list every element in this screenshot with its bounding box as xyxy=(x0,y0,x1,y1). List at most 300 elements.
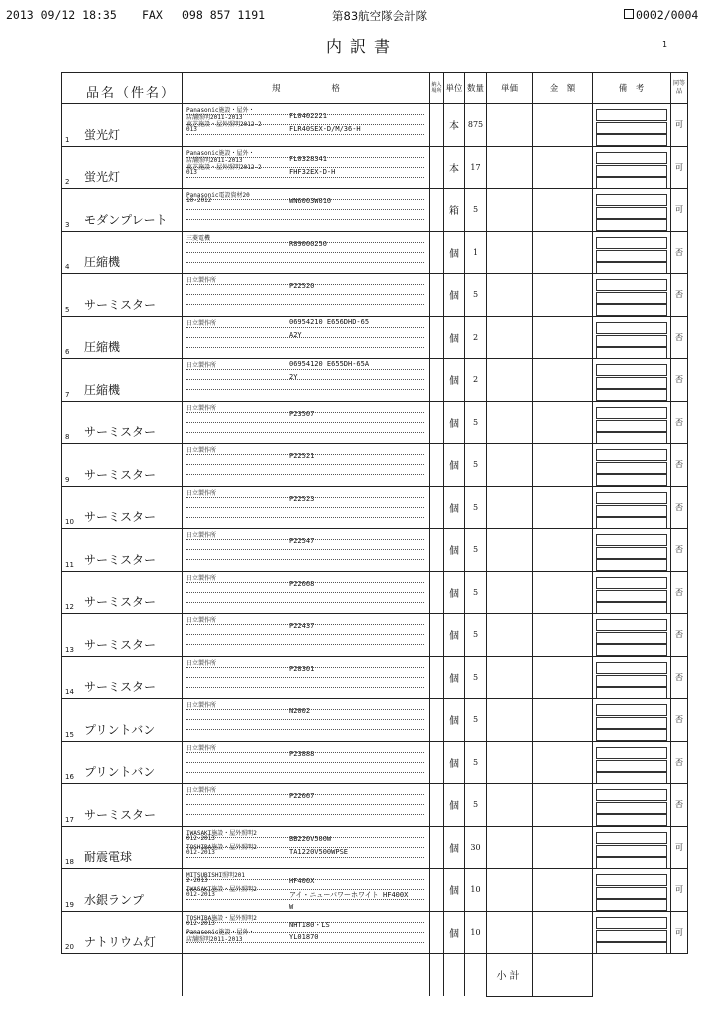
remarks-box xyxy=(596,109,667,121)
equivalent-cell: 否 xyxy=(671,614,688,657)
spec-model-line: WN6003W010 xyxy=(289,197,332,205)
unit-price-cell xyxy=(487,146,533,189)
remarks-box xyxy=(596,165,667,177)
table-row xyxy=(62,784,688,827)
remarks-box xyxy=(596,632,667,644)
spec-rule xyxy=(186,814,424,815)
unit-cell: 個 xyxy=(444,826,465,869)
nonyu-cell xyxy=(430,869,444,912)
remarks-cell xyxy=(593,231,671,274)
nonyu-cell xyxy=(430,656,444,699)
item-name: ナトリウム灯 xyxy=(84,935,156,949)
unit-cell: 個 xyxy=(444,614,465,657)
col-nonyu: 納入場所 xyxy=(430,73,444,104)
remarks-box xyxy=(596,887,667,899)
item-name: 蛍光灯 xyxy=(84,170,121,184)
nonyu-cell xyxy=(430,316,444,359)
nonyu-cell xyxy=(430,231,444,274)
item-name-cell xyxy=(62,741,183,784)
spec-model-line: NHT180・LS xyxy=(289,920,330,929)
unit-price-cell xyxy=(487,486,533,529)
spec-maker-line: 日立製作所 xyxy=(186,702,217,709)
remarks-cell xyxy=(593,104,671,147)
nonyu-cell xyxy=(430,699,444,742)
spec-maker-line: IWASAKI施設・屋外照明2 xyxy=(186,829,257,837)
remarks-box xyxy=(596,122,667,134)
spec-cell xyxy=(183,146,430,189)
spec-rule xyxy=(186,389,424,390)
spec-model-line: BB220V500W xyxy=(289,834,332,843)
nonyu-cell xyxy=(430,146,444,189)
unit-cell: 個 xyxy=(444,784,465,827)
nonyu-cell xyxy=(430,274,444,317)
table-row xyxy=(62,869,688,912)
spec-model-line: 2Y xyxy=(289,373,298,381)
nonyu-cell xyxy=(430,614,444,657)
quantity-cell: 875 xyxy=(465,104,487,147)
quantity-cell: 5 xyxy=(465,444,487,487)
remarks-box xyxy=(596,942,667,954)
item-name-cell xyxy=(62,104,183,147)
remarks-box xyxy=(596,517,667,529)
item-name-cell xyxy=(62,359,183,402)
spec-model-line: P28301 xyxy=(289,664,315,673)
spec-model-line: P22547 xyxy=(289,537,315,545)
table-row xyxy=(62,529,688,572)
equivalent-cell: 否 xyxy=(671,656,688,699)
spec-maker-line: 013 xyxy=(186,168,197,176)
col-doukaku: 同等品 xyxy=(671,73,688,104)
amount-cell xyxy=(533,146,593,189)
breakdown-table xyxy=(61,72,688,997)
spec-maker-line: 013 xyxy=(186,126,197,133)
nonyu-cell xyxy=(430,359,444,402)
spec-model-line: 06954120 E655DH-65A xyxy=(289,360,370,368)
table-row xyxy=(62,104,688,147)
nonyu-cell xyxy=(430,189,444,232)
table-row xyxy=(62,359,688,402)
remarks-box xyxy=(596,335,667,347)
spec-cell xyxy=(183,444,430,487)
item-name-cell xyxy=(62,784,183,827)
spec-rule xyxy=(186,772,424,773)
table-row xyxy=(62,444,688,487)
table-row xyxy=(62,146,688,189)
remarks-cell xyxy=(593,274,671,317)
table-row xyxy=(62,614,688,657)
remarks-box xyxy=(596,704,667,716)
amount-cell xyxy=(533,869,593,912)
remarks-cell xyxy=(593,784,671,827)
remarks-cell xyxy=(593,911,671,954)
unit-cell: 個 xyxy=(444,869,465,912)
remarks-box xyxy=(596,717,667,729)
item-name: プリントバン xyxy=(84,765,156,779)
table-row xyxy=(62,231,688,274)
remarks-box xyxy=(596,644,667,656)
unit-price-cell xyxy=(487,529,533,572)
spec-cell xyxy=(183,189,430,232)
unit-cell: 個 xyxy=(444,911,465,954)
spec-maker-line: 三菱電機 xyxy=(186,234,211,242)
remarks-box xyxy=(596,547,667,559)
quantity-cell: 5 xyxy=(465,529,487,572)
amount-cell xyxy=(533,741,593,784)
item-name-cell xyxy=(62,826,183,869)
spec-maker-line: 012-2013 xyxy=(186,891,215,898)
table-row xyxy=(62,189,688,232)
spec-maker-line: TOSHIBA施設・屋外照明2 xyxy=(186,843,257,851)
remarks-box xyxy=(596,462,667,474)
row-number: 11 xyxy=(65,560,74,569)
unit-price-cell xyxy=(487,359,533,402)
unit-price-cell xyxy=(487,826,533,869)
equivalent-cell: 可 xyxy=(671,911,688,954)
col-unit: 単位 xyxy=(444,73,465,104)
fax-number: 098 857 1191 xyxy=(182,8,266,22)
fax-header xyxy=(6,8,718,24)
table-row xyxy=(62,656,688,699)
item-name-cell xyxy=(62,231,183,274)
table-row xyxy=(62,741,688,784)
spec-maker-line: 日立製作所 xyxy=(186,362,217,369)
spec-maker-line: 日立製作所 xyxy=(186,277,217,284)
row-number: 16 xyxy=(65,773,74,781)
spec-maker-line: 店舗照明2011-2013 xyxy=(186,156,243,164)
remarks-box xyxy=(596,449,667,461)
amount-cell xyxy=(533,529,593,572)
spec-rule xyxy=(186,559,424,560)
equivalent-cell: 否 xyxy=(671,741,688,784)
row-number: 9 xyxy=(65,475,70,484)
spec-rule xyxy=(186,592,424,593)
quantity-cell: 10 xyxy=(465,911,487,954)
equivalent-cell: 否 xyxy=(671,274,688,317)
spec-model-line: P22520 xyxy=(289,282,315,290)
nonyu-cell xyxy=(430,571,444,614)
remarks-cell xyxy=(593,529,671,572)
remarks-box xyxy=(596,619,667,631)
item-name: 圧縮機 xyxy=(84,382,121,397)
spec-model-line: P22437 xyxy=(289,622,315,630)
unit-cell: 個 xyxy=(444,529,465,572)
spec-cell xyxy=(183,486,430,529)
spec-model-line: YL01870 xyxy=(289,932,319,941)
amount-cell xyxy=(533,316,593,359)
spec-cell xyxy=(183,784,430,827)
spec-rule xyxy=(186,719,424,720)
spec-cell xyxy=(183,826,430,869)
spec-maker-line: 東芝施設・屋外照明2012-2 xyxy=(186,121,262,128)
spec-rule xyxy=(186,507,424,508)
unit-price-cell xyxy=(487,104,533,147)
remarks-cell xyxy=(593,699,671,742)
spec-maker-line: Panasonic施設・屋外・ xyxy=(186,149,255,157)
remarks-box xyxy=(596,687,667,699)
spec-model-line: TA1220V500WPSE xyxy=(289,847,349,856)
spec-cell xyxy=(183,104,430,147)
unit-cell: 個 xyxy=(444,231,465,274)
spec-maker-line: 2-2013 xyxy=(186,877,208,884)
equivalent-cell: 否 xyxy=(671,571,688,614)
amount-cell xyxy=(533,656,593,699)
subtotal-row xyxy=(62,954,688,997)
remarks-box xyxy=(596,237,667,249)
spec-cell xyxy=(183,316,430,359)
row-number: 12 xyxy=(65,603,74,611)
spec-model-line: R89000250 xyxy=(289,239,327,248)
remarks-box xyxy=(596,474,667,486)
quantity-cell: 5 xyxy=(465,486,487,529)
spec-cell xyxy=(183,656,430,699)
unit-price-cell xyxy=(487,869,533,912)
item-name: サーミスター xyxy=(84,552,157,567)
spec-rule xyxy=(186,634,424,635)
spec-rule xyxy=(186,327,424,328)
item-name: サーミスター xyxy=(84,807,157,822)
spec-cell xyxy=(183,231,430,274)
spec-cell xyxy=(183,614,430,657)
remarks-cell xyxy=(593,869,671,912)
unit-cell: 個 xyxy=(444,741,465,784)
spec-model-line: P22667 xyxy=(289,792,315,800)
spec-maker-line: 日立製作所 xyxy=(186,447,217,454)
spec-model-line: FHF32EX-D-H xyxy=(289,167,336,176)
page-number: 1 xyxy=(662,40,668,49)
subtotal-label: 小計 xyxy=(487,954,533,997)
remarks-box xyxy=(596,832,667,844)
remarks-box xyxy=(596,262,667,274)
remarks-box xyxy=(596,747,667,759)
item-name: サーミスター xyxy=(84,297,157,312)
remarks-box xyxy=(596,347,667,359)
spec-rule xyxy=(186,857,424,858)
remarks-box xyxy=(596,322,667,334)
unit-price-cell xyxy=(487,699,533,742)
quantity-cell: 2 xyxy=(465,316,487,359)
remarks-box xyxy=(596,577,667,589)
unit-price-cell xyxy=(487,614,533,657)
equivalent-cell: 否 xyxy=(671,316,688,359)
nonyu-cell xyxy=(430,444,444,487)
equivalent-cell: 否 xyxy=(671,359,688,402)
amount-cell xyxy=(533,189,593,232)
spec-rule xyxy=(186,177,424,178)
spec-rule xyxy=(186,347,424,348)
quantity-cell: 2 xyxy=(465,359,487,402)
spec-maker-line: 東芝施設・屋外照明2012-2 xyxy=(186,163,262,171)
item-name: プリントバン xyxy=(84,722,156,737)
amount-cell xyxy=(533,231,593,274)
spec-rule xyxy=(186,209,424,210)
remarks-cell xyxy=(593,486,671,529)
row-number: 15 xyxy=(65,730,74,739)
remarks-box xyxy=(596,602,667,614)
unit-price-cell xyxy=(487,189,533,232)
quantity-cell: 10 xyxy=(465,869,487,912)
remarks-cell xyxy=(593,741,671,784)
equivalent-cell: 否 xyxy=(671,784,688,827)
nonyu-cell xyxy=(430,784,444,827)
spec-rule xyxy=(186,474,424,475)
remarks-box xyxy=(596,559,667,571)
item-name-cell xyxy=(62,444,183,487)
fax-page-text: 0002/0004 xyxy=(636,8,699,22)
unit-price-cell xyxy=(487,784,533,827)
unit-price-cell xyxy=(487,571,533,614)
spec-rule xyxy=(186,602,424,603)
unit-price-cell xyxy=(487,444,533,487)
col-name: 品名（件名） xyxy=(62,73,183,104)
spec-rule xyxy=(186,262,424,263)
quantity-cell: 5 xyxy=(465,656,487,699)
item-name: サーミスター xyxy=(84,595,157,609)
col-remarks: 備 考 xyxy=(593,73,671,104)
spec-model-line: FL0328341 xyxy=(289,154,327,163)
remarks-box xyxy=(596,675,667,687)
nonyu-cell xyxy=(430,104,444,147)
unit-cell: 個 xyxy=(444,274,465,317)
nonyu-cell xyxy=(430,401,444,444)
col-unit-price: 単価 xyxy=(487,73,533,104)
equivalent-cell: 否 xyxy=(671,529,688,572)
amount-cell xyxy=(533,401,593,444)
quantity-cell: 5 xyxy=(465,741,487,784)
spec-cell xyxy=(183,911,430,954)
row-number: 5 xyxy=(65,305,70,314)
table-row xyxy=(62,911,688,954)
remarks-box xyxy=(596,899,667,911)
remarks-box xyxy=(596,760,667,772)
quantity-cell: 5 xyxy=(465,614,487,657)
spec-rule xyxy=(186,369,424,370)
table-header xyxy=(62,73,688,104)
spec-model-line: 06954210 E656DHD-65 xyxy=(289,317,370,326)
spec-model-line: W xyxy=(289,903,294,911)
remarks-box xyxy=(596,590,667,602)
spec-maker-line: 日立製作所 xyxy=(186,659,217,667)
remarks-box xyxy=(596,432,667,444)
row-number: 1 xyxy=(65,135,70,144)
remarks-cell xyxy=(593,826,671,869)
document-title: 内訳書 xyxy=(325,37,398,56)
item-name: サーミスター xyxy=(84,425,157,439)
remarks-box xyxy=(596,389,667,401)
quantity-cell: 5 xyxy=(465,274,487,317)
spec-model-line: N2002 xyxy=(289,707,311,715)
amount-cell xyxy=(533,571,593,614)
unit-cell: 個 xyxy=(444,571,465,614)
remarks-box xyxy=(596,930,667,942)
remarks-cell xyxy=(593,189,671,232)
spec-model-line: HF400X xyxy=(289,877,315,885)
item-name-cell xyxy=(62,656,183,699)
spec-maker-line: 日立製作所 xyxy=(186,404,217,412)
remarks-box xyxy=(596,377,667,389)
table-row xyxy=(62,486,688,529)
quantity-cell: 30 xyxy=(465,826,487,869)
fax-page xyxy=(624,8,698,22)
spec-model-line: P22668 xyxy=(289,579,315,588)
remarks-box xyxy=(596,492,667,504)
spec-rule xyxy=(186,432,424,433)
item-name-cell xyxy=(62,401,183,444)
fax-date: 2013 09/12 18:35 xyxy=(6,8,117,22)
spec-model-line: P22521 xyxy=(289,452,315,460)
remarks-box xyxy=(596,407,667,419)
item-name: 耐震電球 xyxy=(84,850,133,864)
spec-rule xyxy=(186,804,424,805)
amount-cell xyxy=(533,486,593,529)
row-number: 4 xyxy=(65,263,70,271)
spec-maker-line: IWASAKI施設・屋外照明2 xyxy=(186,886,257,893)
equivalent-cell: 可 xyxy=(671,869,688,912)
spec-model-line: P23507 xyxy=(289,409,315,418)
item-name-cell xyxy=(62,911,183,954)
spec-maker-line: 日立製作所 xyxy=(186,617,217,624)
spec-cell xyxy=(183,359,430,402)
row-number: 19 xyxy=(65,900,74,909)
item-name-cell xyxy=(62,274,183,317)
remarks-box xyxy=(596,845,667,857)
spec-cell xyxy=(183,274,430,317)
unit-cell: 本 xyxy=(444,104,465,147)
row-number: 2 xyxy=(65,178,70,186)
spec-rule xyxy=(186,379,424,380)
nonyu-cell xyxy=(430,826,444,869)
table-row xyxy=(62,699,688,742)
spec-rule xyxy=(186,687,424,688)
unit-cell: 個 xyxy=(444,656,465,699)
remarks-box xyxy=(596,814,667,826)
item-name-cell xyxy=(62,869,183,912)
row-number: 18 xyxy=(65,858,74,866)
unit-price-cell xyxy=(487,911,533,954)
unit-price-cell xyxy=(487,656,533,699)
spec-rule xyxy=(186,517,424,518)
item-name: サーミスター xyxy=(84,680,157,694)
remarks-cell xyxy=(593,571,671,614)
remarks-cell xyxy=(593,146,671,189)
spec-model-line: A2Y xyxy=(289,330,302,339)
remarks-cell xyxy=(593,316,671,359)
spec-maker-line: 012-2013 xyxy=(186,834,215,842)
spec-rule xyxy=(186,644,424,645)
unit-price-cell xyxy=(487,401,533,444)
item-name: モダンプレート xyxy=(84,212,168,227)
equivalent-cell: 可 xyxy=(671,146,688,189)
spec-model-line: P22523 xyxy=(289,494,315,503)
spec-maker-line: 012-2013 xyxy=(186,919,215,927)
row-number: 6 xyxy=(65,348,70,356)
spec-maker-line: MITSUBISHI照明201 xyxy=(186,872,245,879)
table-row xyxy=(62,274,688,317)
quantity-cell: 5 xyxy=(465,401,487,444)
spec-rule xyxy=(186,464,424,465)
row-number: 14 xyxy=(65,688,74,696)
row-number: 10 xyxy=(65,518,74,526)
remarks-box xyxy=(596,250,667,262)
remarks-box xyxy=(596,194,667,206)
spec-maker-line: 日立製作所 xyxy=(186,489,217,497)
nonyu-cell xyxy=(430,911,444,954)
amount-cell xyxy=(533,784,593,827)
row-number: 3 xyxy=(65,220,70,229)
unit-cell: 個 xyxy=(444,444,465,487)
quantity-cell: 5 xyxy=(465,699,487,742)
unit-cell: 個 xyxy=(444,699,465,742)
unit-price-cell xyxy=(487,316,533,359)
